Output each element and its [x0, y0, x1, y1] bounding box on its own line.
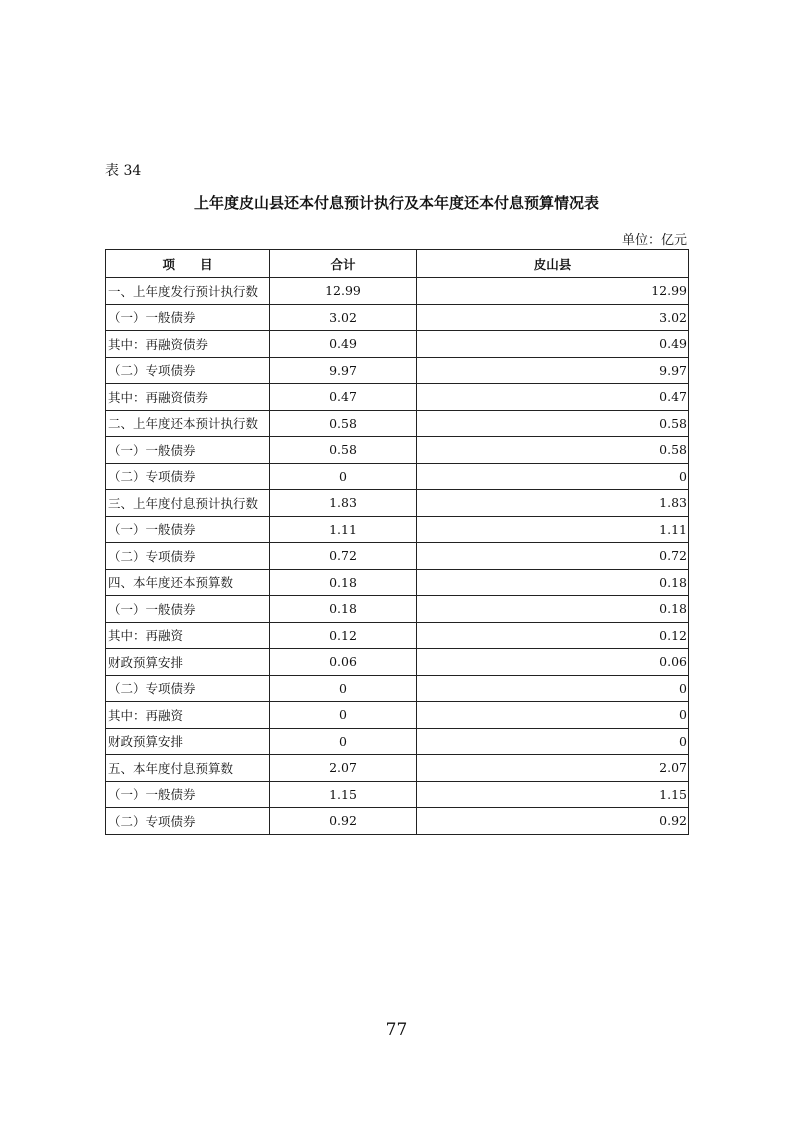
- row-item-label: 其中：再融资债券: [106, 331, 270, 358]
- table-row: [106, 278, 689, 305]
- row-total-value: 0.92: [270, 808, 417, 835]
- row-total-value: 0.18: [270, 596, 417, 623]
- table-row: [106, 357, 689, 384]
- row-item-label: （二）专项债券: [106, 675, 270, 702]
- row-county-value: 1.83: [417, 490, 689, 517]
- header-total: 合计: [270, 250, 417, 278]
- row-item-label: 其中：再融资: [106, 702, 270, 729]
- table-row: [106, 437, 689, 464]
- row-county-value: 0.12: [417, 622, 689, 649]
- row-item-label: （二）专项债券: [106, 808, 270, 835]
- debt-repayment-table: [105, 249, 689, 835]
- row-total-value: 1.83: [270, 490, 417, 517]
- row-total-value: 0.18: [270, 569, 417, 596]
- row-item-label: 二、上年度还本预计执行数: [106, 410, 270, 437]
- row-item-label: （一）一般债券: [106, 516, 270, 543]
- table-header-row: [106, 250, 689, 278]
- row-total-value: 0.72: [270, 543, 417, 570]
- row-county-value: 0: [417, 702, 689, 729]
- table-row: [106, 410, 689, 437]
- row-item-label: 一、上年度发行预计执行数: [106, 278, 270, 305]
- row-county-value: 1.11: [417, 516, 689, 543]
- table-row: [106, 384, 689, 411]
- row-item-label: 三、上年度付息预计执行数: [106, 490, 270, 517]
- row-total-value: 0: [270, 702, 417, 729]
- row-item-label: 财政预算安排: [106, 649, 270, 676]
- row-total-value: 3.02: [270, 304, 417, 331]
- table-title: 上年度皮山县还本付息预计执行及本年度还本付息预算情况表: [193, 194, 599, 212]
- table-row: [106, 463, 689, 490]
- row-total-value: 0: [270, 728, 417, 755]
- row-county-value: 0: [417, 463, 689, 490]
- row-item-label: （二）专项债券: [106, 463, 270, 490]
- row-county-value: 0.58: [417, 437, 689, 464]
- row-item-label: 五、本年度付息预算数: [106, 755, 270, 782]
- table-row: [106, 649, 689, 676]
- table-row: [106, 728, 689, 755]
- table-row: [106, 304, 689, 331]
- row-item-label: 四、本年度还本预算数: [106, 569, 270, 596]
- row-total-value: 0.47: [270, 384, 417, 411]
- page-number: 77: [385, 1020, 408, 1040]
- row-county-value: 0.18: [417, 569, 689, 596]
- table-row: [106, 622, 689, 649]
- header-item: 项 目: [106, 250, 270, 278]
- row-total-value: 1.15: [270, 781, 417, 808]
- header-county: 皮山县: [417, 250, 689, 278]
- row-total-value: 0.49: [270, 331, 417, 358]
- row-county-value: 2.07: [417, 755, 689, 782]
- table-row: [106, 516, 689, 543]
- row-county-value: 0: [417, 675, 689, 702]
- table-row: [106, 331, 689, 358]
- row-total-value: 0.12: [270, 622, 417, 649]
- row-total-value: 1.11: [270, 516, 417, 543]
- row-total-value: 0.58: [270, 410, 417, 437]
- table-body: [106, 278, 689, 835]
- row-item-label: （一）一般债券: [106, 781, 270, 808]
- table-row: [106, 490, 689, 517]
- row-county-value: 0.06: [417, 649, 689, 676]
- row-total-value: 0.58: [270, 437, 417, 464]
- row-total-value: 0: [270, 463, 417, 490]
- row-total-value: 0.06: [270, 649, 417, 676]
- table-row: [106, 675, 689, 702]
- row-county-value: 0.58: [417, 410, 689, 437]
- row-total-value: 2.07: [270, 755, 417, 782]
- table-row: [106, 781, 689, 808]
- table-row: [106, 569, 689, 596]
- row-county-value: 0.92: [417, 808, 689, 835]
- row-county-value: 0.47: [417, 384, 689, 411]
- table-row: [106, 808, 689, 835]
- table-number-label: 表 34: [105, 163, 142, 179]
- row-county-value: 12.99: [417, 278, 689, 305]
- row-item-label: （二）专项债券: [106, 357, 270, 384]
- table-row: [106, 596, 689, 623]
- row-county-value: 1.15: [417, 781, 689, 808]
- row-item-label: 其中：再融资债券: [106, 384, 270, 411]
- row-total-value: 12.99: [270, 278, 417, 305]
- row-item-label: 其中：再融资: [106, 622, 270, 649]
- table-row: [106, 755, 689, 782]
- row-item-label: 财政预算安排: [106, 728, 270, 755]
- row-total-value: 9.97: [270, 357, 417, 384]
- row-item-label: （一）一般债券: [106, 596, 270, 623]
- row-total-value: 0: [270, 675, 417, 702]
- row-county-value: 0: [417, 728, 689, 755]
- row-item-label: （二）专项债券: [106, 543, 270, 570]
- row-county-value: 9.97: [417, 357, 689, 384]
- row-county-value: 0.18: [417, 596, 689, 623]
- table-row: [106, 543, 689, 570]
- table-row: [106, 702, 689, 729]
- row-item-label: （一）一般债券: [106, 437, 270, 464]
- row-county-value: 0.49: [417, 331, 689, 358]
- row-county-value: 0.72: [417, 543, 689, 570]
- row-item-label: （一）一般债券: [106, 304, 270, 331]
- unit-label: 单位：亿元: [621, 233, 687, 248]
- row-county-value: 3.02: [417, 304, 689, 331]
